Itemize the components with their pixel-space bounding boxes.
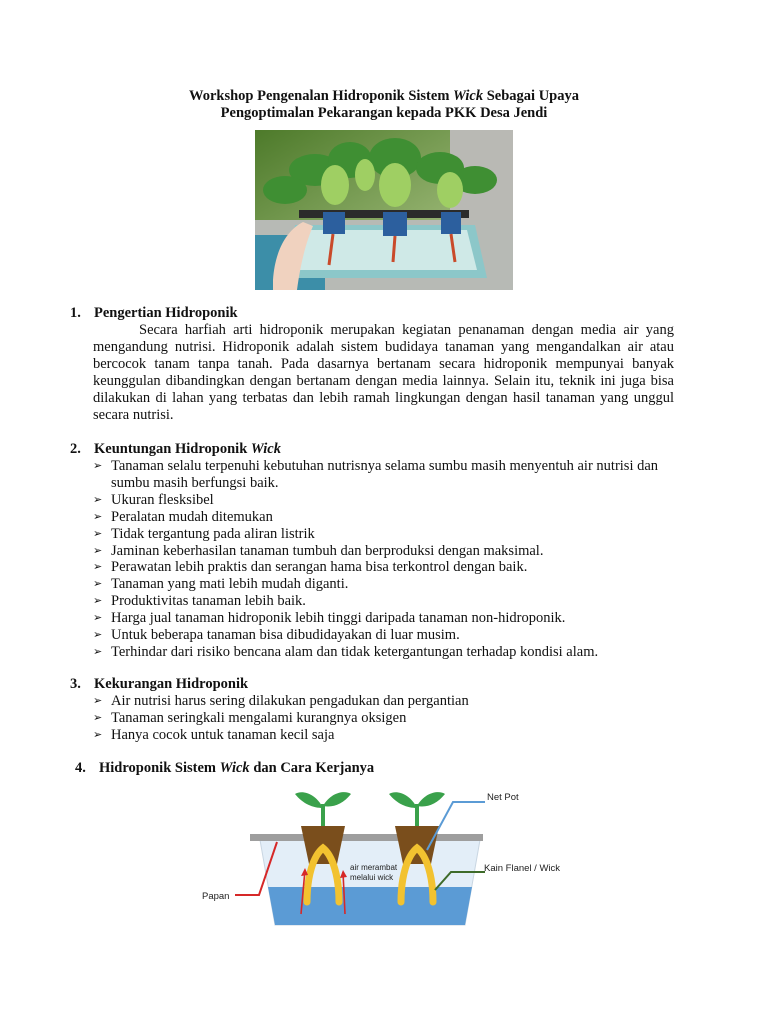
list-item: ➢ Produktivitas tanaman lebih baik. [93,593,306,610]
document-title [0,88,768,122]
section-2-heading: 2. Keuntungan Hidroponik Wick [70,441,281,457]
water-area [268,887,472,925]
board [250,834,483,841]
list-item: ➢ Harga jual tanaman hidroponik lebih tinggi daripada tanaman non-hidroponik. [93,610,566,627]
list-item: ➢ Air nutrisi harus sering dilakukan pengadukan dan pergantian [93,693,469,709]
hydroponic-photo [255,130,513,290]
wick-system-diagram [195,782,580,932]
list-item: ➢ Hanya cocok untuk tanaman kecil saja [93,726,335,743]
section-1-paragraph: Secara harfiah arti hidroponik merupakan kegiatan penanaman dengan media air yang mengandung nutrisi. Hidroponik adalah sistem budidaya tanaman yang mengandalkan air atau bercocok tanam tanpa tanah. Pada dasarnya bertanam secara hidroponik mempunyai banyak keunggulan dibandingkan dengan bertanam dengan media lainnya. Selain itu, teknik ini juga bisa dilakukan di lahan yang terbatas dan lebih ramah lingkungan dengan hasil tanaman yang unggul secara nutrisi. [93,322,674,423]
list-item: ➢ Perawatan lebih praktis dan serangan hama bisa terkontrol dengan baik. [93,559,528,576]
advantages-list [93,458,678,661]
disadvantages-list [93,693,678,744]
section-1-heading: 1. Pengertian Hidroponik [70,305,238,321]
list-item: ➢ Tidak tergantung pada aliran listrik [93,525,315,542]
title-line-1: Workshop Pengenalan Hidroponik Sistem Wick Sebagai Upaya [189,88,579,104]
list-item: ➢ Tanaman selalu terpenuhi kebutuhan nutrisnya selama sumbu masih menyentuh air nutrisi dan sumbu masih berfungsi baik. [93,458,659,491]
label-air-merambat-1: air merambat [350,863,398,872]
list-item: ➢ Terhindar dari risiko bencana alam dan tidak ketergantungan terhadap kondisi alam. [93,643,599,660]
list-item: ➢ Tanaman seringkali mengalami kurangnya oksigen [93,709,407,726]
list-item: ➢ Ukuran flesksibel [93,491,214,508]
label-air-merambat-2: melalui wick [350,873,394,882]
label-papan: Papan [202,891,230,902]
label-net-pot: Net Pot [487,792,519,803]
title-line-2: Pengoptimalan Pekarangan kepada PKK Desa Jendi [220,105,548,121]
list-item: ➢ Jaminan keberhasilan tanaman tumbuh dan berproduksi dengan maksimal. [93,542,544,559]
list-item: ➢ Peralatan mudah ditemukan [93,508,273,525]
list-item: ➢ Untuk beberapa tanaman bisa dibudidayakan di luar musim. [93,627,460,644]
section-4-heading: 4. Hidroponik Sistem Wick dan Cara Kerjanya [75,760,375,776]
list-item: ➢ Tanaman yang mati lebih mudah diganti. [93,576,349,593]
section-3-heading: 3. Kekurangan Hidroponik [70,676,249,692]
plant-right [389,792,445,826]
plant-left [295,792,351,826]
label-kain-flanel: Kain Flanel / Wick [484,863,561,874]
